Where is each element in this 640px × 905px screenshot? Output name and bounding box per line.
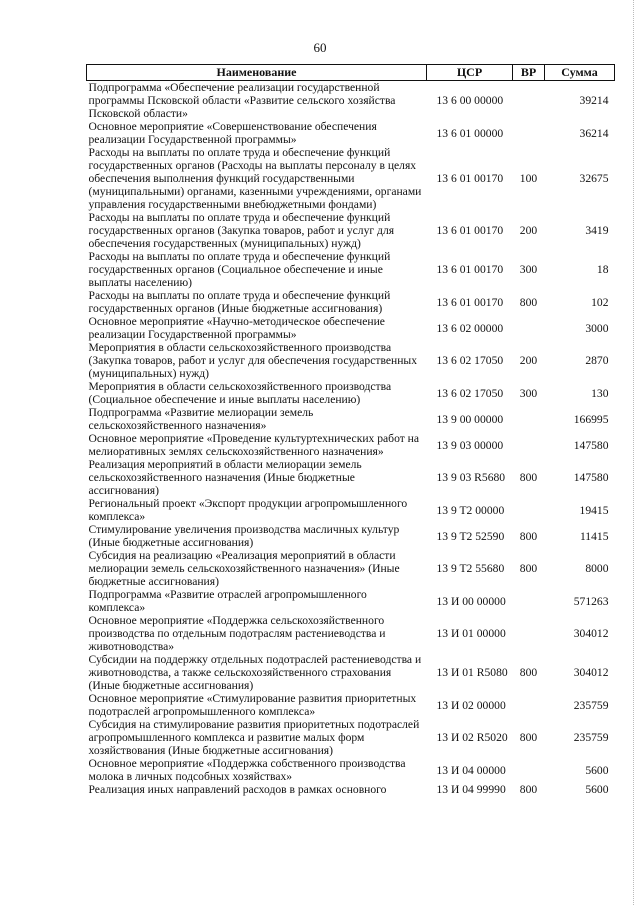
row-name: Подпрограмма «Развитие мелиорации земель сельскохозяйственного назначения» [88, 406, 314, 432]
row-csr: 13 9 03 R5680 [436, 471, 506, 484]
row-sum: 2870 [585, 354, 609, 367]
table-header-row [87, 65, 615, 81]
table-row [87, 146, 615, 211]
row-vr: 200 [519, 354, 538, 367]
table-row [87, 81, 615, 121]
row-vr [513, 406, 545, 432]
table-row [87, 380, 615, 406]
row-vr [513, 497, 545, 523]
row-sum: 235759 [573, 731, 609, 744]
row-sum: 8000 [585, 562, 609, 575]
row-csr: 13 6 01 00170 [436, 295, 504, 309]
row-vr [513, 588, 545, 614]
row-csr: 13 6 01 00170 [436, 263, 504, 276]
row-sum: 5600 [585, 783, 609, 796]
row-csr: 13 6 02 00000 [436, 321, 504, 335]
row-csr: 13 9 T2 00000 [436, 503, 505, 517]
row-name: Подпрограмма «Обеспечение реализации государственной программы Псковской области «Развитие сельского хозяйства Псковской области» [88, 81, 396, 120]
row-sum: 5600 [585, 763, 609, 777]
row-name: Региональный проект «Экспорт продукции агропромышленного комплекса» [88, 497, 408, 523]
table-row [87, 549, 615, 588]
row-name: Стимулирование увеличения производства масличных культур (Иные бюджетные ассигнования) [88, 523, 400, 549]
table-row [87, 692, 615, 718]
row-csr: 13 9 03 00000 [436, 438, 504, 452]
row-sum: 18 [596, 263, 609, 276]
row-sum: 147580 [573, 471, 609, 484]
row-csr: 13 6 02 17050 [436, 386, 504, 400]
table-row [87, 614, 615, 653]
row-name: Основное мероприятие «Совершенствование обеспечения реализации Государственной программы» [88, 120, 377, 146]
table-row [87, 458, 615, 497]
row-vr [513, 315, 545, 341]
row-csr: 13 6 00 00000 [436, 94, 504, 107]
row-sum: 235759 [573, 698, 609, 712]
row-csr: 13 И 01 00000 [436, 627, 506, 640]
header-sum: Сумма [545, 65, 615, 81]
table-row [87, 432, 615, 458]
header-name: Наименование [87, 65, 427, 81]
row-vr: 300 [519, 386, 538, 400]
row-name: Основное мероприятие «Стимулирование развития приоритетных подотраслей агропромышленного комплекса» [88, 692, 417, 718]
table-row [87, 120, 615, 146]
row-vr: 100 [519, 172, 538, 185]
row-csr: 13 И 04 00000 [436, 763, 506, 777]
row-name: Основное мероприятие «Поддержка собственного производства молока в личных подсобных хозяйствах» [88, 757, 406, 783]
row-csr: 13 9 00 00000 [436, 412, 504, 426]
row-csr: 13 И 04 99990 [436, 783, 506, 796]
row-name: Расходы на выплаты по оплате труда и обеспечение функций государственных органов (Иные бюджетные ассигнования) [88, 289, 391, 315]
table-row [87, 211, 615, 250]
page-number: 60 [313, 40, 327, 55]
row-sum: 304012 [573, 627, 609, 640]
table-row [87, 289, 615, 315]
row-csr: 13 6 02 17050 [436, 354, 504, 367]
row-name: Расходы на выплаты по оплате труда и обеспечение функций государственных органов (Социальное обеспечение и иные выплаты населению) [88, 250, 391, 289]
row-csr: 13 9 T2 55680 [436, 562, 505, 575]
row-vr: 800 [519, 529, 538, 543]
row-vr: 800 [519, 783, 538, 796]
row-vr: 800 [519, 666, 538, 679]
row-vr [513, 432, 545, 458]
row-sum: 571263 [573, 594, 609, 608]
row-name: Субсидия на стимулирование развития приоритетных подотраслей агропромышленного комплекса и развитие малых форм хозяйствования (Иные бюджетные ассигнования) [88, 718, 420, 757]
row-vr [513, 614, 545, 653]
row-name: Субсидия на реализацию «Реализация мероприятий в области мелиорации земель сельскохозяйственного назначения» (Иные бюджетные ассигнования) [88, 549, 400, 588]
header-vr: ВР [513, 65, 545, 81]
header-csr: ЦСР [427, 65, 513, 81]
table-row [87, 653, 615, 692]
row-sum: 166995 [573, 412, 609, 426]
row-name: Мероприятия в области сельскохозяйственного производства (Закупка товаров, работ и услуг для обеспечения государственных (муниципальных) нужд) [88, 341, 417, 380]
row-sum: 19415 [579, 503, 609, 517]
row-vr: 800 [519, 295, 538, 309]
table-row [87, 718, 615, 757]
row-name: Реализация иных направлений расходов в рамках основного [88, 783, 387, 796]
row-vr: 300 [519, 263, 538, 276]
row-sum: 102 [591, 295, 609, 309]
row-vr: 200 [519, 224, 538, 237]
table-row [87, 783, 615, 796]
row-vr [513, 120, 545, 146]
row-sum: 36214 [579, 126, 609, 140]
row-sum: 39214 [579, 94, 609, 107]
row-csr: 13 6 01 00170 [436, 172, 504, 185]
row-vr: 800 [519, 471, 538, 484]
row-name: Основное мероприятие «Проведение культуртехнических работ на мелиоративных землях сельскохозяйственного назначения» [88, 432, 420, 458]
row-name: Мероприятия в области сельскохозяйственного производства (Социальное обеспечение и иные выплаты населению) [88, 380, 392, 406]
row-name: Основное мероприятие «Поддержка сельскохозяйственного производства по отдельным подотраслям растениеводства и животноводства» [88, 614, 386, 653]
row-name: Основное мероприятие «Научно-методическое обеспечение реализации Государственной программы» [88, 315, 385, 341]
row-sum: 147580 [573, 438, 609, 452]
row-csr: 13 6 01 00170 [436, 224, 504, 237]
table-row [87, 250, 615, 289]
row-vr [513, 692, 545, 718]
row-sum: 304012 [573, 666, 609, 679]
row-csr: 13 9 T2 52590 [436, 529, 505, 543]
row-vr: 800 [519, 731, 538, 744]
row-name: Расходы на выплаты по оплате труда и обеспечение функций государственных органов (Закупка товаров, работ и услуг для обеспечения государственных (муниципальных) нужд) [88, 211, 395, 250]
row-vr: 800 [519, 562, 538, 575]
row-csr: 13 6 01 00000 [436, 126, 504, 140]
row-csr: 13 И 02 00000 [436, 698, 506, 712]
row-sum: 3419 [585, 224, 609, 237]
row-sum: 32675 [579, 172, 609, 185]
table-row [87, 406, 615, 432]
table-row [87, 315, 615, 341]
row-vr [513, 757, 545, 783]
budget-table [86, 64, 615, 796]
row-sum: 11415 [579, 529, 609, 543]
table-row [87, 341, 615, 380]
row-sum: 130 [591, 386, 609, 400]
row-name: Расходы на выплаты по оплате труда и обеспечение функций государственных органов (Расходы на выплаты персоналу в целях обеспечения выполнения функций государственными (муниципальными) органами, казенными учреждениями, органами управления государственными внебюджетными фондами) [88, 146, 422, 211]
row-name: Реализация мероприятий в области мелиорации земель сельскохозяйственного назначения (Иные бюджетные ассигнования) [88, 458, 362, 497]
row-name: Субсидии на поддержку отдельных подотраслей растениеводства и животноводства, а также сельскохозяйственного страхования (Иные бюджетные ассигнования) [88, 653, 422, 692]
table-row [87, 588, 615, 614]
row-name: Подпрограмма «Развитие отраслей агропромышленного комплекса» [88, 588, 367, 614]
row-csr: 13 И 02 R5020 [436, 731, 508, 744]
row-vr [513, 81, 545, 121]
table-row [87, 523, 615, 549]
row-csr: 13 И 01 R5080 [436, 666, 508, 679]
table-row [87, 497, 615, 523]
table-row [87, 757, 615, 783]
row-sum: 3000 [585, 321, 609, 335]
scan-edge [633, 0, 640, 905]
row-csr: 13 И 00 00000 [436, 594, 506, 608]
